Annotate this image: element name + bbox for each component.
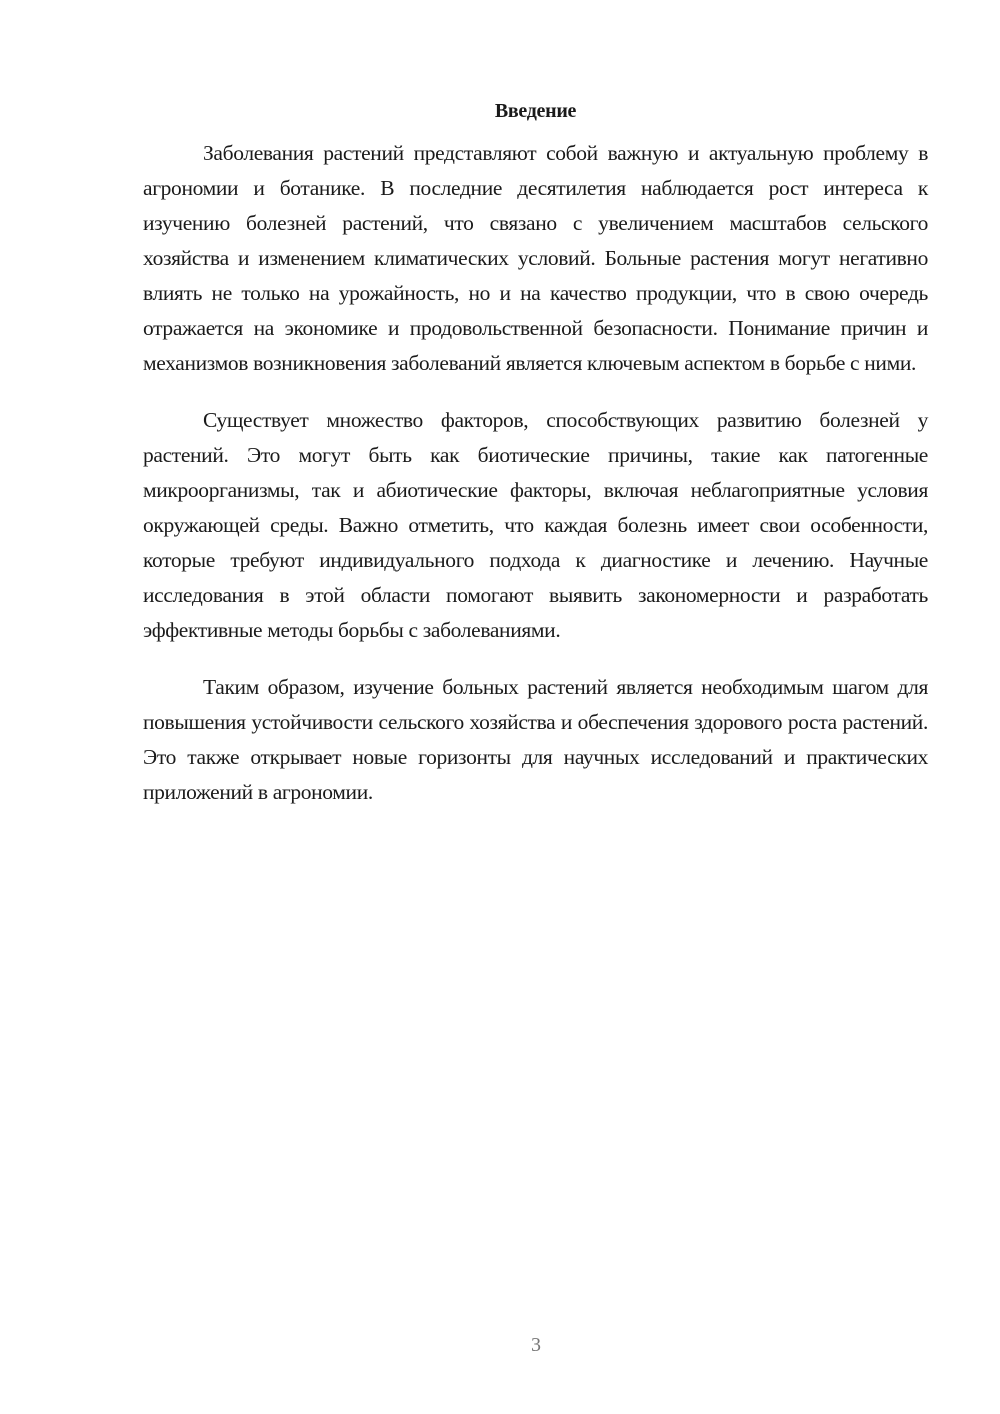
paragraph-3: Таким образом, изучение больных растений является необходимым шагом для повышения устойчивости сельского хозяйства и обеспечения здорового роста растений. Это также открывает новые горизонты для научных исследований и практических приложений в агрономии.: [143, 675, 928, 804]
page-content: [143, 96, 928, 832]
page-number: 3: [531, 1334, 541, 1356]
paragraph-2: Существует множество факторов, способствующих развитию болезней у растений. Это могут быть как биотические причины, такие как патогенные микроорганизмы, так и абиотические факторы, включая неблагоприятные условия окружающей среды. Важно отметить, что каждая болезнь имеет свои особенности, которые требуют индивидуального подхода к диагностике и лечению. Научные исследования в этой области помогают выявить закономерности и разработать эффективные методы борьбы с заболеваниями.: [143, 408, 928, 642]
section-title: Введение: [494, 100, 577, 122]
paragraph-1: Заболевания растений представляют собой важную и актуальную проблему в агрономии и ботанике. В последние десятилетия наблюдается рост интереса к изучению болезней растений, что связано с увеличением масштабов сельского хозяйства и изменением климатических условий. Больные растения могут негативно влиять не только на урожайность, но и на качество продукции, что в свою очередь отражается на экономике и продовольственной безопасности. Понимание причин и механизмов возникновения заболеваний является ключевым аспектом в борьбе с ними.: [143, 141, 928, 375]
